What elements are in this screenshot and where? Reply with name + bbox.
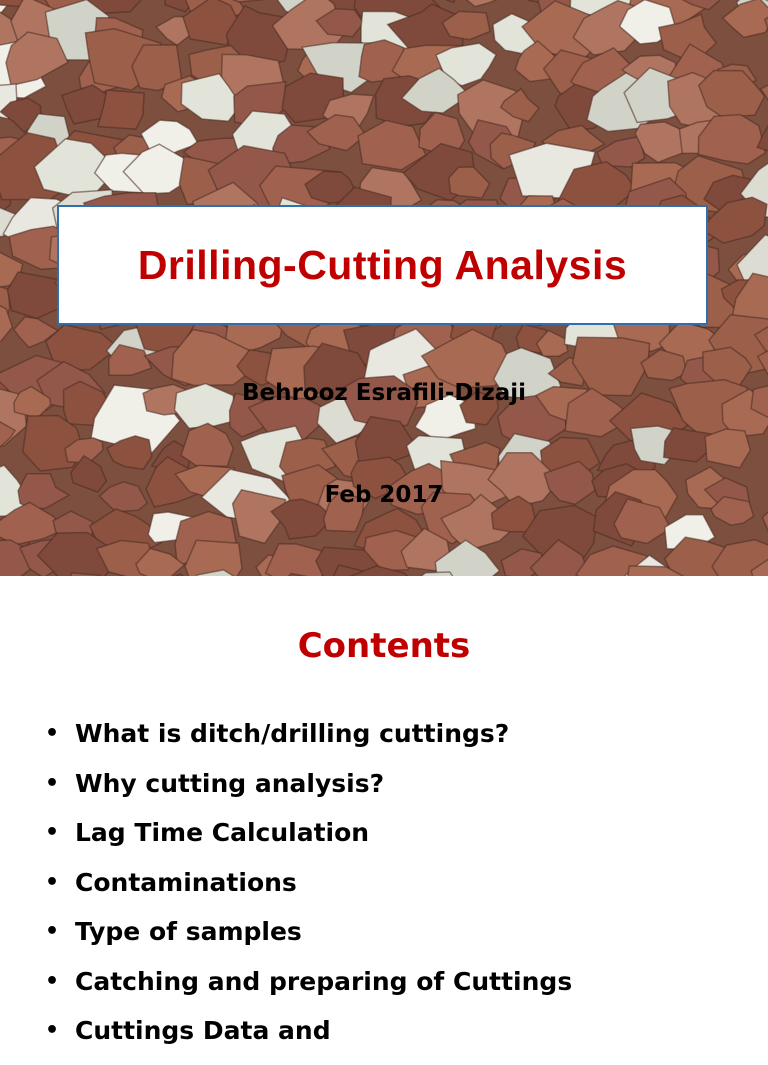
list-item bbox=[45, 1015, 572, 1065]
presentation-date: Feb 2017 bbox=[324, 482, 444, 508]
author-name: Behrooz Esrafili-Dizaji bbox=[241, 380, 527, 406]
list-item-text: Why cutting analysis? bbox=[75, 768, 385, 798]
list-item-text: Contaminations bbox=[75, 867, 297, 897]
contents-list bbox=[45, 718, 572, 1065]
title-box bbox=[57, 205, 708, 325]
bullet-icon: • bbox=[45, 869, 60, 895]
bullet-icon: • bbox=[45, 721, 60, 746]
list-item-text: What is ditch/drilling cuttings? bbox=[75, 719, 510, 748]
list-item-text: Lag Time Calculation bbox=[75, 818, 370, 847]
list-item-text: Catching and preparing of Cuttings bbox=[75, 966, 573, 996]
bullet-icon: • bbox=[45, 770, 60, 796]
bullet-icon: • bbox=[45, 968, 60, 994]
bullet-icon: • bbox=[45, 919, 60, 944]
slide-title: Drilling-Cutting Analysis bbox=[137, 241, 628, 288]
list-item bbox=[45, 966, 572, 1016]
list-item-text: Type of samples bbox=[75, 917, 302, 946]
list-item bbox=[45, 817, 572, 867]
list-item-text: Cuttings Data and bbox=[75, 1016, 331, 1045]
list-item bbox=[45, 718, 572, 768]
bullet-icon: • bbox=[45, 820, 60, 845]
list-item bbox=[45, 916, 572, 966]
contents-heading: Contents bbox=[297, 626, 471, 666]
bullet-icon: • bbox=[45, 1018, 60, 1043]
contents-slide bbox=[0, 576, 768, 1045]
list-item bbox=[45, 768, 572, 818]
list-item bbox=[45, 867, 572, 917]
